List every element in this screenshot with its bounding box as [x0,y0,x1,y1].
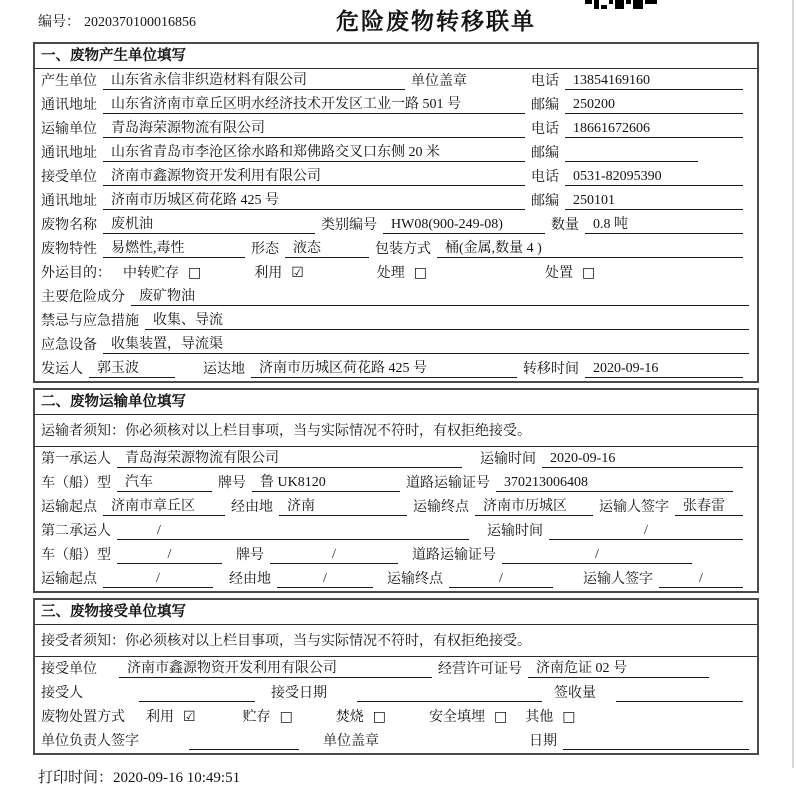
waste-name-value: 废机油 [103,216,315,234]
responsible-signature-value [189,733,299,750]
disposal-option-label: 利用 [146,710,174,725]
producer-address-row [35,93,757,117]
plate-number2-value: / [270,546,398,564]
checkbox-checked-icon: ☑ [183,709,196,725]
first-carrier-value: 青岛海荣源物流有限公司 [117,450,462,468]
document-header [0,0,796,42]
accepting-unit-label: 接受单位 [41,662,97,677]
accept-date-value [357,685,542,702]
disposal-option-label: 其他 [525,710,554,725]
terminus-label: 运输终点 [413,500,469,515]
purpose-option-storage [123,265,201,282]
receiver-phone-label: 电话 [531,170,559,185]
plate-number2-label: 牌号 [236,548,264,563]
accept-date-label: 接受日期 [271,686,327,701]
checkbox-icon: □ [582,265,596,281]
destination-label: 运达地 [203,362,245,377]
checkbox-icon: □ [188,265,202,281]
receiver-unit-label: 接受单位 [41,170,97,185]
transfer-time-value: 2020-09-16 [585,360,743,378]
responsible-signature-row [35,729,757,753]
shipper-label: 发运人 [41,362,83,377]
road-permit-value: 370213006408 [496,474,733,492]
shipper-value: 郭玉波 [89,360,175,378]
page-title: 危险废物转移联单 [336,8,536,34]
receiver-address-row [35,189,757,213]
transporter-address-label: 通讯地址 [41,146,97,161]
waste-characteristics-value: 易燃性,毒性 [103,240,245,258]
vehicle-type2-value: / [117,546,222,564]
section-producer [33,42,759,383]
receiver-notice: 接受者须知：你必须核对以上栏目事项，当与实际情况不符时，有权拒绝接受。 [35,625,757,657]
hazard-component-label: 主要危险成分 [41,290,125,305]
print-time [38,760,796,787]
second-carrier-row [35,519,757,543]
acceptor-label: 接受人 [41,686,83,701]
waste-form-label: 形态 [251,242,279,257]
origin-value: 济南市章丘区 [103,498,225,516]
producer-unit-value: 山东省永信非织造材料有限公司 [103,72,405,90]
via2-label: 经由地 [229,572,271,587]
receiver-address-label: 通讯地址 [41,194,97,209]
transporter-unit-row [35,117,757,141]
transport-route-row [35,495,757,519]
license-number-value: 济南危证 02 号 [528,660,709,678]
road-permit2-value: / [502,546,692,564]
section-producer-heading: 一、废物产生单位填写 [35,44,757,69]
plate-number-value: 鲁 UK8120 [252,474,400,492]
signed-quantity-label: 签收量 [554,686,596,701]
origin2-label: 运输起点 [41,572,97,587]
section-receiver [33,598,759,755]
purpose-option-treat [377,265,427,282]
disposal-method-label: 废物处置方式 [41,710,125,725]
page-edge-divider [792,0,794,768]
serial-number-value: 2020370100016856 [84,15,196,30]
producer-unit-row [35,69,757,93]
first-carrier-label: 第一承运人 [41,452,111,467]
disposal-option-landfill [429,709,507,726]
terminus2-value: / [449,570,553,588]
second-carrier-value: / [117,522,469,540]
second-carrier-label: 第二承运人 [41,524,111,539]
carrier-signature2-label: 运输人签字 [583,572,653,587]
accepting-unit-row [35,657,757,681]
transport-time-label: 运输时间 [480,452,536,467]
carrier-signature2-value: / [659,570,743,588]
unit-seal2-label: 单位盖章 [323,734,379,749]
via-label: 经由地 [231,500,273,515]
producer-address-value: 山东省济南市章丘区明水经济技术开发区工业一路 501 号 [103,96,525,114]
terminus2-label: 运输终点 [387,572,443,587]
checkbox-icon: □ [279,709,293,725]
print-time-label: 打印时间： [38,770,114,786]
checkbox-checked-icon: ☑ [291,265,304,281]
vehicle-type-row [35,471,757,495]
transport-time2-value: / [549,522,743,540]
transporter-address-row [35,141,757,165]
purpose-option-label: 利用 [254,266,283,281]
transporter-phone-value: 18661672606 [565,120,743,138]
serial-number-label: 编号： [38,15,80,30]
destination-value: 济南市历城区荷花路 425 号 [251,360,517,378]
signed-quantity-value [616,685,743,702]
via2-value: / [277,570,373,588]
vehicle-type2-label: 车（船）型 [41,548,111,563]
accepting-unit-value: 济南市鑫源物资开发利用有限公司 [119,660,432,678]
transport-time2-label: 运输时间 [487,524,543,539]
terminus-value: 济南市历城区 [475,498,593,516]
disposal-method-row [35,705,757,729]
qr-code-icon [585,0,657,11]
acceptor-row [35,681,757,705]
disposal-option-storage [243,709,293,726]
waste-characteristics-row [35,237,757,261]
carrier-signature-value: 张春雷 [675,498,743,516]
transporter-zip-label: 邮编 [531,146,559,161]
waste-form-value: 液态 [285,240,369,258]
checkbox-icon: □ [372,709,387,725]
shipper-row [35,357,757,381]
unit-seal-label: 单位盖章 [411,74,467,89]
road-permit-label: 道路运输证号 [406,476,490,491]
transfer-purpose-row [35,261,757,285]
vehicle-type2-row [35,543,757,567]
producer-phone-value: 13854169160 [565,72,743,90]
producer-zip-label: 邮编 [531,98,559,113]
receiver-address-value: 济南市历城区荷花路 425 号 [103,192,525,210]
transfer-purpose-label: 外运目的： [41,266,111,281]
producer-address-label: 通讯地址 [41,98,97,113]
purpose-option-label: 中转贮存 [123,266,179,281]
transporter-unit-label: 运输单位 [41,122,97,137]
disposal-option-label: 贮存 [242,710,271,725]
section-receiver-heading: 三、废物接受单位填写 [35,600,757,625]
receiver-unit-value: 济南市鑫源物资开发利用有限公司 [103,168,525,186]
producer-phone-label: 电话 [531,74,559,89]
hazard-component-value: 废矿物油 [131,288,749,306]
form-body [33,42,759,755]
serial-number [38,11,196,31]
disposal-option-other [525,709,575,726]
purpose-option-utilize [254,265,304,282]
emergency-measures-row [35,309,757,333]
transporter-unit-value: 青岛海荣源物流有限公司 [103,120,525,138]
emergency-measures-label: 禁忌与应急措施 [41,314,139,329]
quantity-value: 0.8 吨 [585,216,743,234]
transfer-time-label: 转移时间 [523,362,579,377]
disposal-option-utilize [146,709,196,726]
acceptor-value [139,685,255,702]
purpose-option-label: 处理 [376,266,405,281]
section-transport-heading: 二、废物运输单位填写 [35,390,757,415]
purpose-option-dispose [545,265,595,282]
hazard-component-row [35,285,757,309]
producer-zip-value: 250200 [565,96,743,114]
date-label: 日期 [529,734,557,749]
packing-method-label: 包装方式 [375,242,431,257]
origin-label: 运输起点 [41,500,97,515]
emergency-equipment-value: 收集装置，导流渠 [103,336,749,354]
carrier-signature-label: 运输人签字 [599,500,669,515]
disposal-option-incinerate [336,709,386,726]
plate-number-label: 牌号 [218,476,246,491]
responsible-signature-label: 单位负责人签字 [41,734,139,749]
producer-unit-label: 产生单位 [41,74,97,89]
waste-characteristics-label: 废物特性 [41,242,97,257]
via-value: 济南 [279,498,407,516]
origin2-value: / [103,570,213,588]
emergency-equipment-row [35,333,757,357]
transporter-notice: 运输者须知：你必须核对以上栏目事项，当与实际情况不符时，有权拒绝接受。 [35,415,757,447]
disposal-option-label: 焚烧 [335,710,364,725]
disposal-option-label: 安全填埋 [429,710,486,725]
receiver-zip-label: 邮编 [531,194,559,209]
waste-name-label: 废物名称 [41,218,97,233]
quantity-label: 数量 [551,218,579,233]
road-permit2-label: 道路运输证号 [412,548,496,563]
emergency-measures-value: 收集、导流 [145,312,749,330]
checkbox-icon: □ [562,709,576,725]
purpose-option-label: 处置 [545,266,574,281]
checkbox-icon: □ [413,265,428,281]
license-number-label: 经营许可证号 [438,662,522,677]
category-code-label: 类别编号 [321,218,377,233]
transporter-phone-label: 电话 [531,122,559,137]
emergency-equipment-label: 应急设备 [41,338,97,353]
category-code-value: HW08(900-249-08) [383,216,545,234]
transport-route2-row [35,567,757,591]
packing-method-value: 桶(金属,数量 4 ) [437,240,743,258]
print-time-value: 2020-09-16 10:49:51 [113,770,241,786]
transporter-address-value: 山东省青岛市李沧区徐水路和郑佛路交叉口东侧 20 米 [103,144,525,162]
checkbox-icon: □ [494,709,508,725]
receiver-unit-row [35,165,757,189]
first-carrier-row [35,447,757,471]
transport-time-value: 2020-09-16 [542,450,743,468]
date-value [563,733,749,750]
waste-name-row [35,213,757,237]
vehicle-type-value: 汽车 [117,474,212,492]
receiver-zip-value: 250101 [565,192,743,210]
vehicle-type-label: 车（船）型 [41,476,111,491]
receiver-phone-value: 0531-82095390 [565,168,743,186]
section-transport [33,388,759,593]
transporter-zip-value [565,145,698,162]
